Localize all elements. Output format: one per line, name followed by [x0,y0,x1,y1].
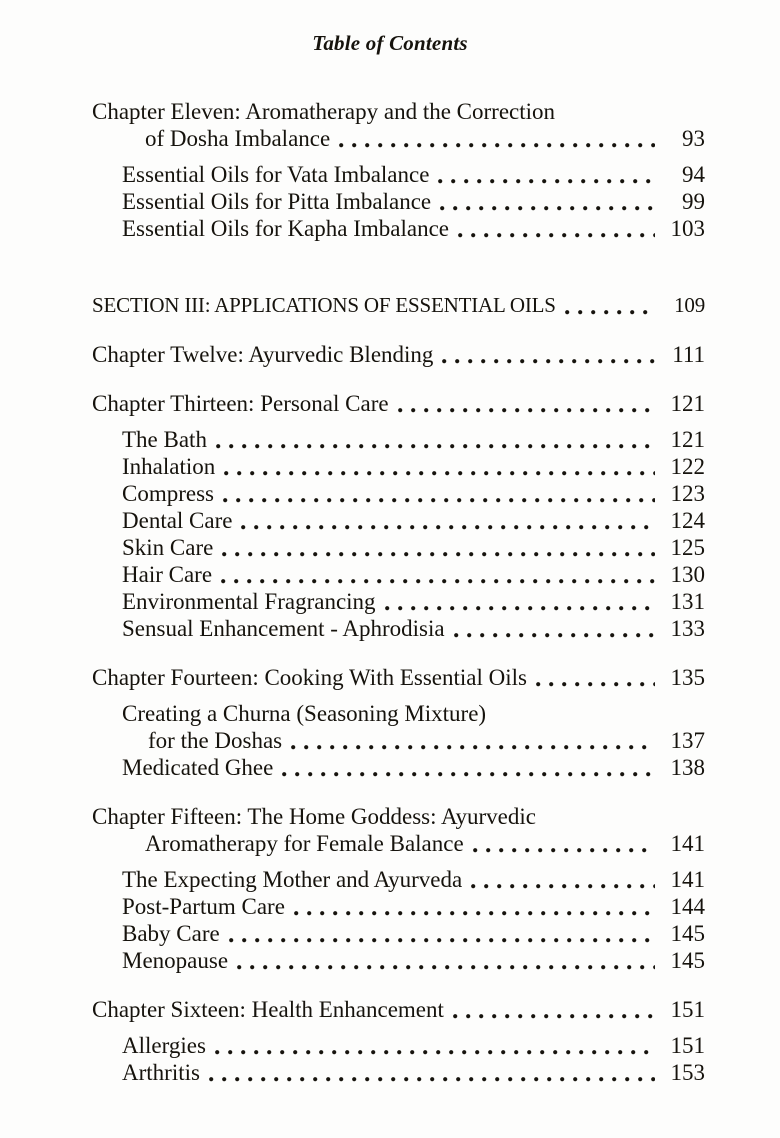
dot-leader [448,996,655,1023]
toc-entry-row [92,292,705,319]
toc-entry-row [92,664,705,691]
toc-entry-row [92,803,705,830]
toc-entry [92,341,705,368]
toc-entry [92,803,705,857]
toc-entry [122,700,705,754]
toc-entry-row [122,453,705,480]
toc-entry [122,866,705,893]
page-number: 93 [682,126,705,151]
toc-entry [122,561,705,588]
page-number: 133 [670,616,705,641]
page-number: 124 [670,508,705,533]
toc-group-chapter-thirteen [92,390,705,642]
toc-entry [122,1032,705,1059]
entry-text: Allergies [122,1033,206,1058]
entry-text: Aromatherapy for Female Balance [145,831,464,856]
toc-entry-row [122,507,705,534]
toc-entry-row [122,561,705,588]
dot-leader [218,480,655,507]
page-number: 122 [670,454,705,479]
toc-entry [122,893,705,920]
toc-group-chapter-fourteen [92,664,705,781]
toc-group-chapter-eleven [92,98,705,242]
toc-entry-row [122,727,705,754]
entry-text: Skin Care [122,535,214,560]
entry-text: Sensual Enhancement - Aphrodisia [122,616,445,641]
dot-leader [216,561,655,588]
toc-entry [122,426,705,453]
entry-text: Hair Care [122,562,213,587]
entry-text: Post-Partum Care [122,894,285,919]
dot-leader [380,588,655,615]
dot-leader [232,947,655,974]
page-number: 145 [670,921,705,946]
page-number: 144 [670,894,705,919]
entry-text: SECTION III: APPLICATIONS OF ESSENTIAL OILS [92,293,556,317]
toc-entry [92,390,705,417]
entry-text: The Expecting Mother and Ayurveda [122,867,463,892]
toc-entry [122,1059,705,1086]
toc-entry-row [122,947,705,974]
entry-text: Arthritis [122,1060,200,1085]
entry-text: Essential Oils for Pitta Imbalance [122,189,432,214]
toc-list [92,98,705,1086]
toc-entry [122,188,705,215]
toc-entry-row [92,98,705,125]
toc-entry [122,507,705,534]
page-number: 145 [670,948,705,973]
page-number: 123 [670,481,705,506]
page-number: 130 [670,562,705,587]
toc-entry-row [92,341,705,368]
toc-entry-row [122,866,705,893]
book-page [0,30,780,1138]
toc-entry-row [122,893,705,920]
toc-entry-row [122,920,705,947]
dot-leader [286,727,655,754]
toc-entry [92,292,705,319]
toc-entry [122,534,705,561]
dot-leader [433,161,655,188]
entry-text: Chapter Thirteen: Personal Care [92,391,389,416]
dot-leader [468,830,655,857]
dot-leader [435,188,655,215]
dot-leader [531,664,655,691]
entry-text: Chapter Twelve: Ayurvedic Blending [92,342,434,367]
toc-entry-row [122,700,705,727]
page-number: 138 [670,755,705,780]
page-number: 111 [672,342,705,367]
page-number: 135 [670,665,705,690]
toc-entry-row [92,125,705,152]
entry-text: Essential Oils for Kapha Imbalance [122,216,449,241]
toc-entry-row [122,480,705,507]
page-number: 141 [670,867,705,892]
dot-leader [211,426,655,453]
toc-entry-row [92,390,705,417]
toc-entry [92,98,705,152]
toc-entry [122,588,705,615]
dot-leader [224,920,655,947]
entry-text: Inhalation [122,454,216,479]
toc-entry-row [122,215,705,242]
dot-leader [437,341,655,368]
toc-entry-row [92,830,705,857]
dot-leader [466,866,655,893]
page-number: 103 [670,216,705,241]
entry-text: Chapter Fifteen: The Home Goddess: Ayurvedic [92,804,536,829]
page-number: 99 [682,189,705,214]
page-number: 151 [670,1033,705,1058]
toc-entry [122,453,705,480]
page-number: 151 [670,997,705,1022]
toc-group-chapter-sixteen [92,996,705,1086]
page-number: 125 [670,535,705,560]
entry-text: Creating a Churna (Seasoning Mixture) [122,701,487,726]
toc-entry-row [122,754,705,781]
toc-entry [122,215,705,242]
page-title: Table of Contents [312,31,468,55]
toc-entry-row [122,188,705,215]
entry-text: Medicated Ghee [122,755,274,780]
entry-text: The Bath [122,427,207,452]
entry-text: Chapter Fourteen: Cooking With Essential Oils [92,665,527,690]
toc-entry [122,480,705,507]
toc-entry [122,615,705,642]
toc-entry [122,754,705,781]
toc-group-chapter-fifteen [92,803,705,974]
entry-text: for the Doshas [148,728,283,753]
dot-leader [210,1032,655,1059]
toc-group-section-three [92,292,705,319]
page-number: 121 [670,391,705,416]
dot-leader [277,754,655,781]
page-number: 131 [670,589,705,614]
toc-group-chapter-twelve [92,341,705,368]
entry-text: Dental Care [122,508,233,533]
toc-entry-row [122,588,705,615]
dot-leader [236,507,655,534]
page-number: 109 [674,293,705,317]
dot-leader [449,615,655,642]
toc-entry-row [92,996,705,1023]
toc-entry-row [122,426,705,453]
entry-text: Environmental Fragrancing [122,589,376,614]
page-number: 153 [670,1060,705,1085]
entry-text: Chapter Eleven: Aromatherapy and the Correction [92,99,556,124]
dot-leader [453,215,655,242]
dot-leader [204,1059,655,1086]
dot-leader [560,292,655,319]
dot-leader [393,390,655,417]
toc-entry [122,161,705,188]
toc-entry-row [122,1059,705,1086]
entry-text: Compress [122,481,214,506]
toc-entry [122,947,705,974]
toc-entry [122,920,705,947]
entry-text: Baby Care [122,921,220,946]
toc-entry-row [122,615,705,642]
entry-text: of Dosha Imbalance [145,126,331,151]
entry-text: Chapter Sixteen: Health Enhancement [92,997,444,1022]
entry-text: Menopause [122,948,229,973]
dot-leader [217,534,655,561]
entry-text: Essential Oils for Vata Imbalance [122,162,430,187]
dot-leader [219,453,655,480]
toc-entry [92,996,705,1023]
toc-entry-row [122,1032,705,1059]
dot-leader [334,125,655,152]
page-number: 121 [670,427,705,452]
toc-entry [92,664,705,691]
page-number: 137 [670,728,705,753]
page-number: 94 [682,162,705,187]
dot-leader [289,893,655,920]
toc-entry-row [122,534,705,561]
page-number: 141 [670,831,705,856]
toc-entry-row [122,161,705,188]
